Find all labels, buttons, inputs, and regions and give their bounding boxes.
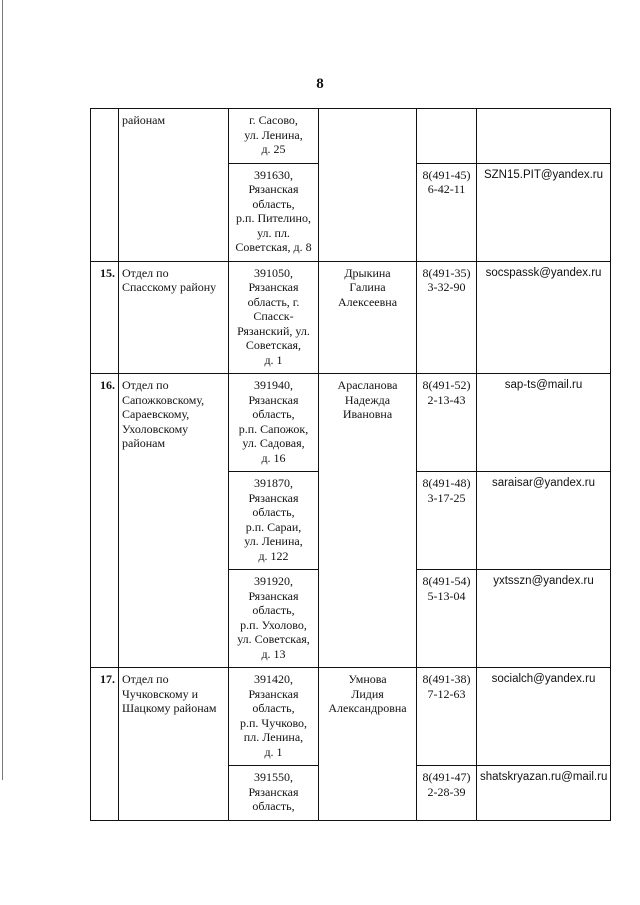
margin-rule — [2, 0, 3, 780]
email-cell: saraisar@yandex.ru — [477, 472, 611, 570]
head-name: Дрыкина Галина Алексеевна — [319, 261, 417, 374]
head-name: Умнова Лидия Александровна — [319, 668, 417, 821]
address-cell: г. Сасово, ул. Ленина, д. 25 — [229, 109, 319, 164]
email-cell: socspassk@yandex.ru — [477, 261, 611, 374]
address-cell: 391870, Рязанская область, р.п. Сараи, ул. Ленина, д. 122 — [229, 472, 319, 570]
address-cell: 391420, Рязанская область, р.п. Чучково, пл. Ленина, д. 1 — [229, 668, 319, 766]
row-number: 16. — [91, 374, 119, 668]
address-cell: 391630, Рязанская область, р.п. Пителино, ул. пл. Советская, д. 8 — [229, 163, 319, 261]
contacts-table — [90, 108, 611, 821]
email-cell: yxtsszn@yandex.ru — [477, 570, 611, 668]
phone-cell — [417, 109, 477, 164]
email-cell: SZN15.PIT@yandex.ru — [477, 163, 611, 261]
phone-cell: 8(491-54) 5-13-04 — [417, 570, 477, 668]
address-cell: 391550, Рязанская область, — [229, 766, 319, 821]
phone-cell: 8(491-52) 2-13-43 — [417, 374, 477, 472]
department-name: Отдел по Чучковскому и Шацкому районам — [119, 668, 229, 821]
table-row — [91, 668, 611, 766]
address-cell: 391920, Рязанская область, р.п. Ухолово, ул. Советская, д. 13 — [229, 570, 319, 668]
row-number: 15. — [91, 261, 119, 374]
table-row — [91, 374, 611, 472]
email-cell — [477, 109, 611, 164]
phone-cell: 8(491-45) 6-42-11 — [417, 163, 477, 261]
row-number: 17. — [91, 668, 119, 821]
address-cell: 391050, Рязанская область, г. Спасск- Рязанский, ул. Советская, д. 1 — [229, 261, 319, 374]
department-name: Отдел по Спасскому району — [119, 261, 229, 374]
head-name: Арасланова Надежда Ивановна — [319, 374, 417, 668]
table-row — [91, 109, 611, 164]
page-number: 8 — [316, 76, 324, 92]
email-cell: shatskryazan.ru@mail.ru — [477, 766, 611, 821]
phone-cell: 8(491-35) 3-32-90 — [417, 261, 477, 374]
phone-cell: 8(491-47) 2-28-39 — [417, 766, 477, 821]
department-name: Отдел по Сапожковскому, Сараевскому, Ухоловскому районам — [119, 374, 229, 668]
email-cell: socialch@yandex.ru — [477, 668, 611, 766]
phone-cell: 8(491-48) 3-17-25 — [417, 472, 477, 570]
phone-cell: 8(491-38) 7-12-63 — [417, 668, 477, 766]
department-name: районам — [119, 109, 229, 262]
address-cell: 391940, Рязанская область, р.п. Сапожок, ул. Садовая, д. 16 — [229, 374, 319, 472]
email-cell: sap-ts@mail.ru — [477, 374, 611, 472]
row-number — [91, 109, 119, 262]
head-name — [319, 109, 417, 262]
table-row — [91, 261, 611, 374]
